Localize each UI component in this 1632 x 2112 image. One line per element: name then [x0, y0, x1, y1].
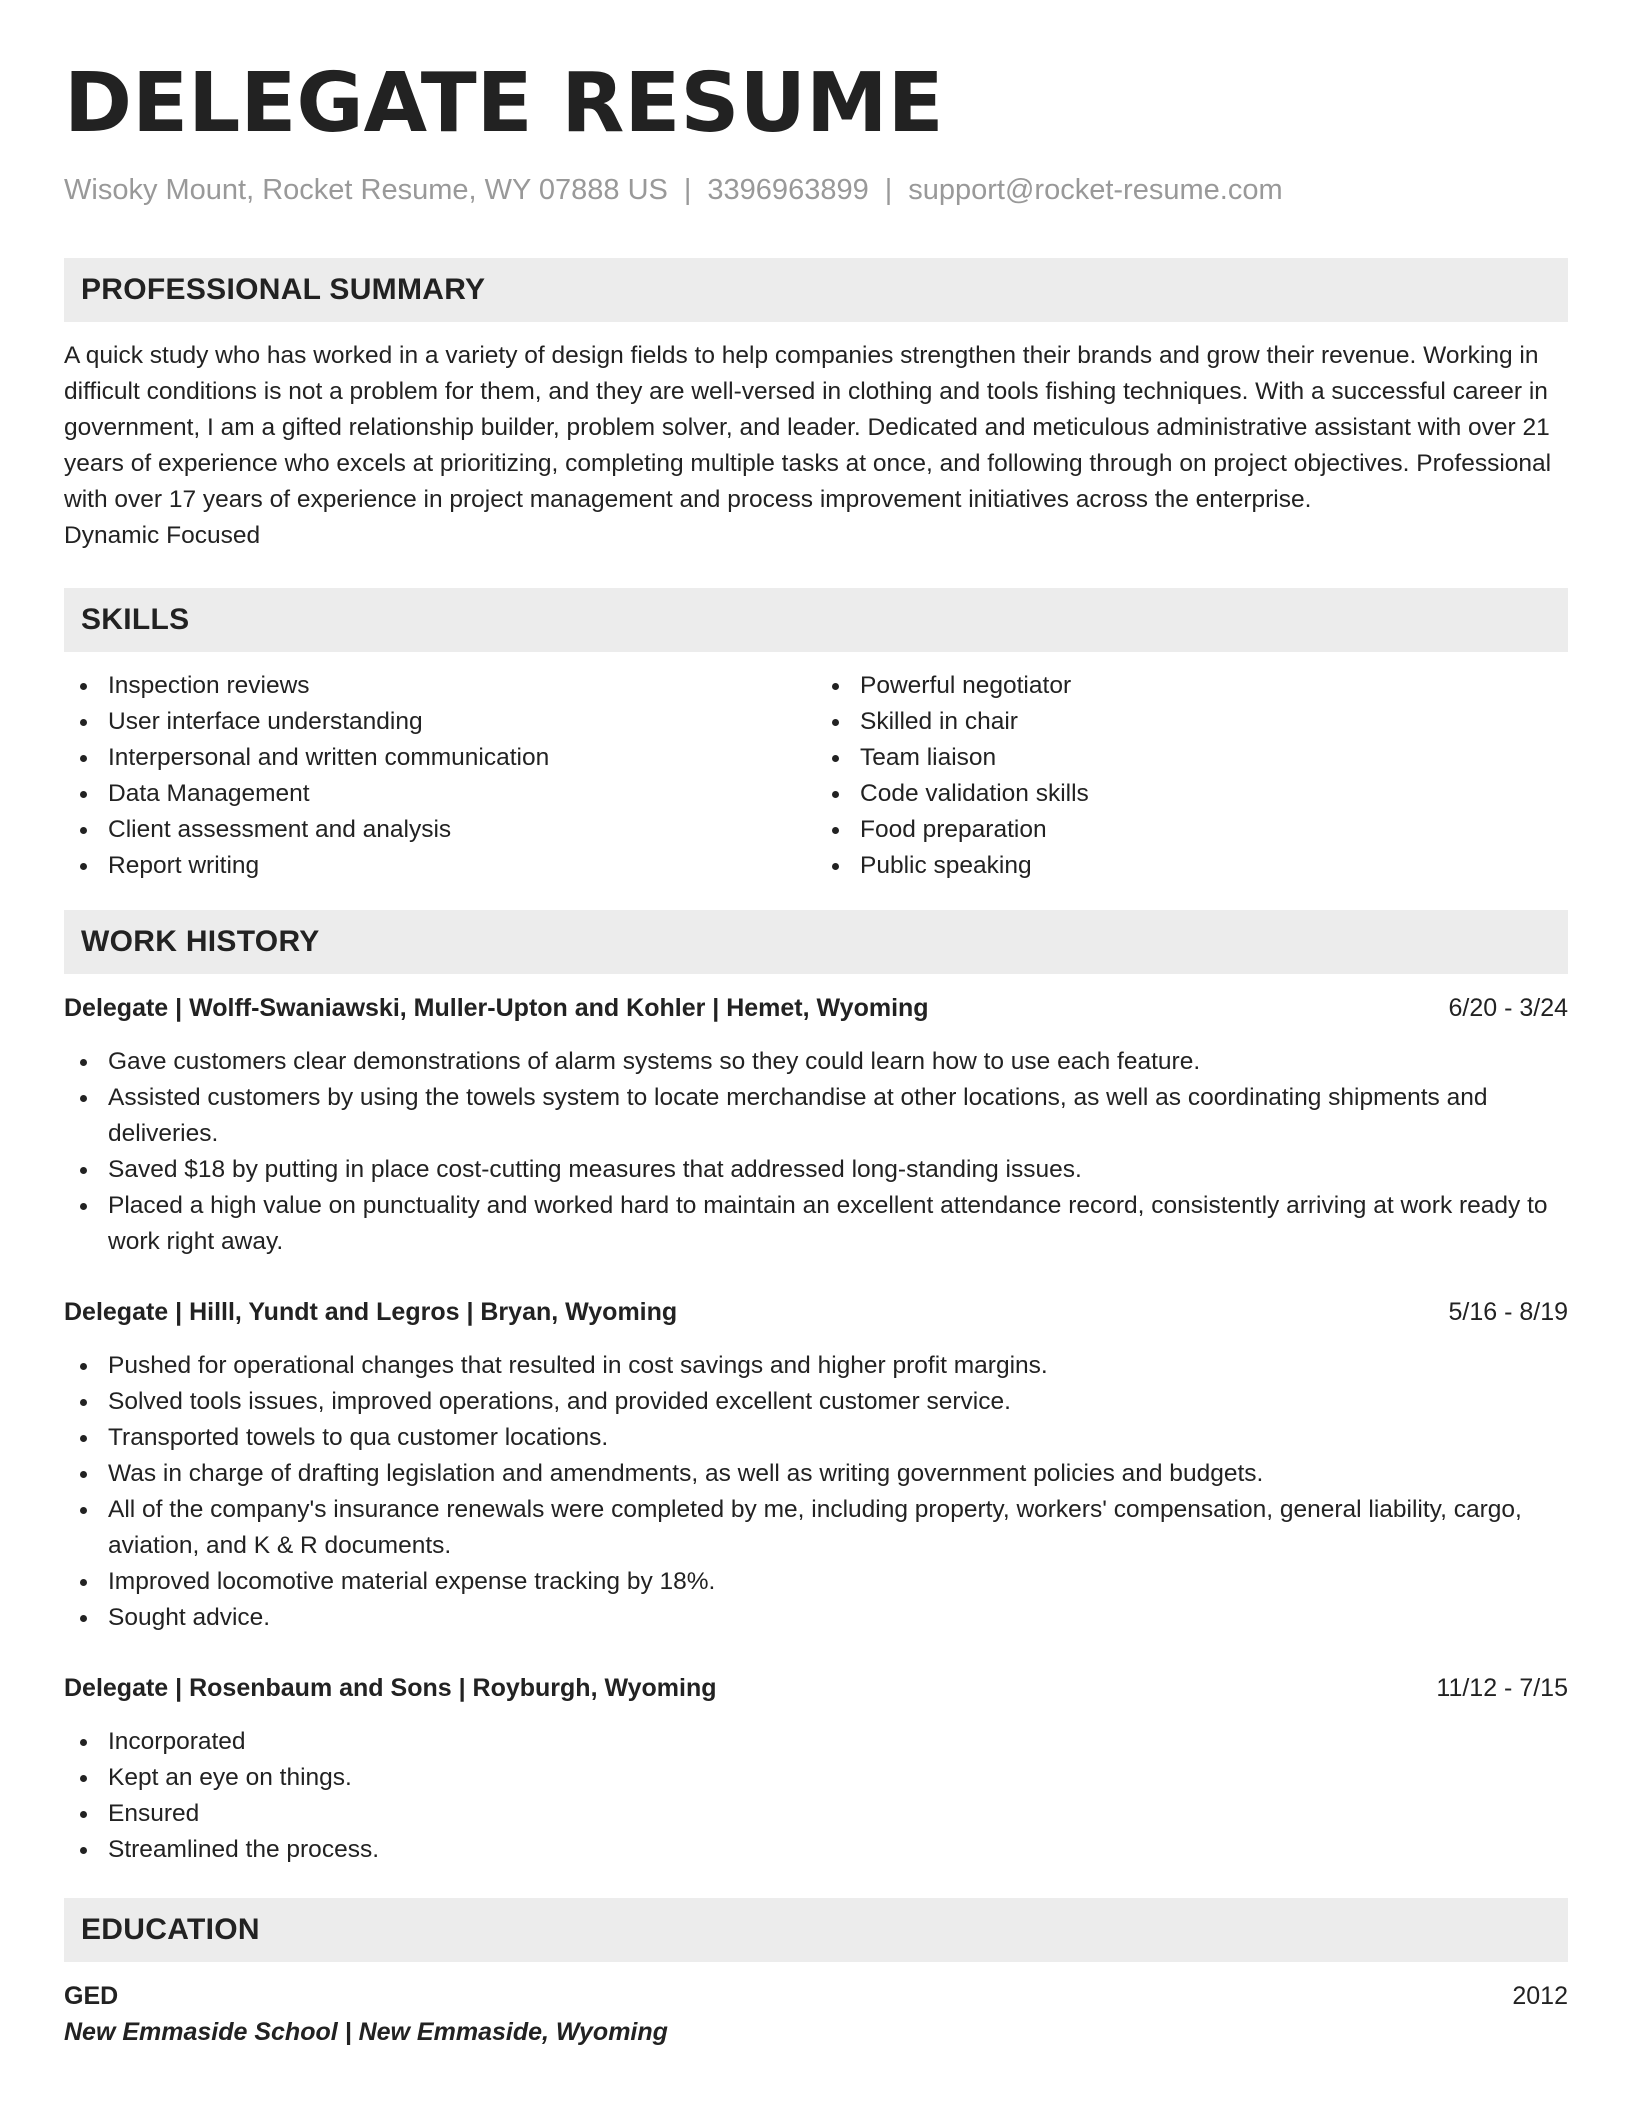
- skills-column-left: [64, 668, 816, 884]
- skills-list: [64, 668, 1568, 884]
- job-bullet: Transported towels to qua customer locations.: [64, 1420, 1568, 1456]
- summary-tagline: Dynamic Focused: [64, 522, 261, 549]
- contact-separator: |: [884, 174, 893, 206]
- job-entry: [64, 1670, 1568, 1868]
- skill-item: Powerful negotiator: [816, 668, 1568, 704]
- job-bullet: Streamlined the process.: [64, 1832, 1568, 1868]
- contact-address: Wisoky Mount, Rocket Resume, WY 07888 US: [64, 174, 668, 206]
- education-degree: GED: [64, 1982, 119, 2010]
- skill-item: Client assessment and analysis: [64, 812, 816, 848]
- job-header: [64, 1294, 1568, 1330]
- job-bullet: Gave customers clear demonstrations of alarm systems so they could learn how to use each feature.: [64, 1044, 1568, 1080]
- job-header: [64, 990, 1568, 1026]
- job-bullet: Saved $18 by putting in place cost-cutting measures that addressed long-standing issues.: [64, 1152, 1568, 1188]
- job-entry: [64, 990, 1568, 1260]
- job-bullet: Kept an eye on things.: [64, 1760, 1568, 1796]
- job-dates: 6/20 - 3/24: [1448, 994, 1568, 1022]
- summary-body: [64, 338, 1568, 554]
- job-title: Delegate | Wolff-Swaniawski, Muller-Upton and Kohler | Hemet, Wyoming: [64, 994, 929, 1022]
- skill-item: Code validation skills: [816, 776, 1568, 812]
- job-bullet: Improved locomotive material expense tracking by 18%.: [64, 1564, 1568, 1600]
- job-header: [64, 1670, 1568, 1706]
- job-dates: 11/12 - 7/15: [1436, 1674, 1568, 1702]
- skill-item: Interpersonal and written communication: [64, 740, 816, 776]
- job-bullet: Was in charge of drafting legislation and amendments, as well as writing government policies and budgets.: [64, 1456, 1568, 1492]
- job-entry: [64, 1294, 1568, 1636]
- section-header-education: EDUCATION: [64, 1898, 1568, 1962]
- section-header-summary: PROFESSIONAL SUMMARY: [64, 258, 1568, 322]
- job-bullets: [64, 1044, 1568, 1260]
- education-header: [64, 1978, 1568, 2014]
- job-bullets: [64, 1724, 1568, 1868]
- job-title: Delegate | Rosenbaum and Sons | Royburgh, Wyoming: [64, 1674, 717, 1702]
- skill-item: Inspection reviews: [64, 668, 816, 704]
- contact-line: [64, 172, 1568, 208]
- job-bullets: [64, 1348, 1568, 1636]
- job-dates: 5/16 - 8/19: [1448, 1298, 1568, 1326]
- skills-column-right: [816, 668, 1568, 884]
- job-bullet: Ensured: [64, 1796, 1568, 1832]
- skill-item: Skilled in chair: [816, 704, 1568, 740]
- skill-item: Food preparation: [816, 812, 1568, 848]
- contact-email: support@rocket-resume.com: [908, 174, 1283, 206]
- resume-title: DELEGATE RESUME: [64, 56, 944, 151]
- contact-phone: 3396963899: [707, 174, 869, 206]
- job-bullet: All of the company's insurance renewals were completed by me, including property, workers' compensation, general liability, cargo, aviation, and K & R documents.: [64, 1492, 1568, 1564]
- job-bullet: Placed a high value on punctuality and worked hard to maintain an excellent attendance record, consistently arriving at work ready to work right away.: [64, 1188, 1568, 1260]
- section-header-work-history: WORK HISTORY: [64, 910, 1568, 974]
- skill-item: Team liaison: [816, 740, 1568, 776]
- contact-separator: |: [683, 174, 692, 206]
- job-bullet: Pushed for operational changes that resulted in cost savings and higher profit margins.: [64, 1348, 1568, 1384]
- job-bullet: Solved tools issues, improved operations, and provided excellent customer service.: [64, 1384, 1568, 1420]
- summary-text: A quick study who has worked in a variety of design fields to help companies strengthen their brands and grow their revenue. Working in difficult conditions is not a problem for them, and they are well-versed in clothing and tools fishing techniques. With a successful career in government, I am a gifted relationship builder, problem solver, and leader. Dedicated and meticulous administrative assistant with over 21 years of experience who excels at prioritizing, completing multiple tasks at once, and following through on project objectives. Professional with over 17 years of experience in project management and process improvement initiatives across the enterprise.: [64, 342, 1552, 513]
- job-title: Delegate | Hilll, Yundt and Legros | Bryan, Wyoming: [64, 1298, 678, 1326]
- skill-item: Data Management: [64, 776, 816, 812]
- skill-item: Public speaking: [816, 848, 1568, 884]
- job-bullet: Sought advice.: [64, 1600, 1568, 1636]
- job-bullet: Incorporated: [64, 1724, 1568, 1760]
- skill-item: User interface understanding: [64, 704, 816, 740]
- section-header-skills: SKILLS: [64, 588, 1568, 652]
- education-school: New Emmaside School | New Emmaside, Wyoming: [64, 2018, 668, 2046]
- skill-item: Report writing: [64, 848, 816, 884]
- education-year: 2012: [1512, 1982, 1568, 2010]
- job-bullet: Assisted customers by using the towels system to locate merchandise at other locations, as well as coordinating shipments and deliveries.: [64, 1080, 1568, 1152]
